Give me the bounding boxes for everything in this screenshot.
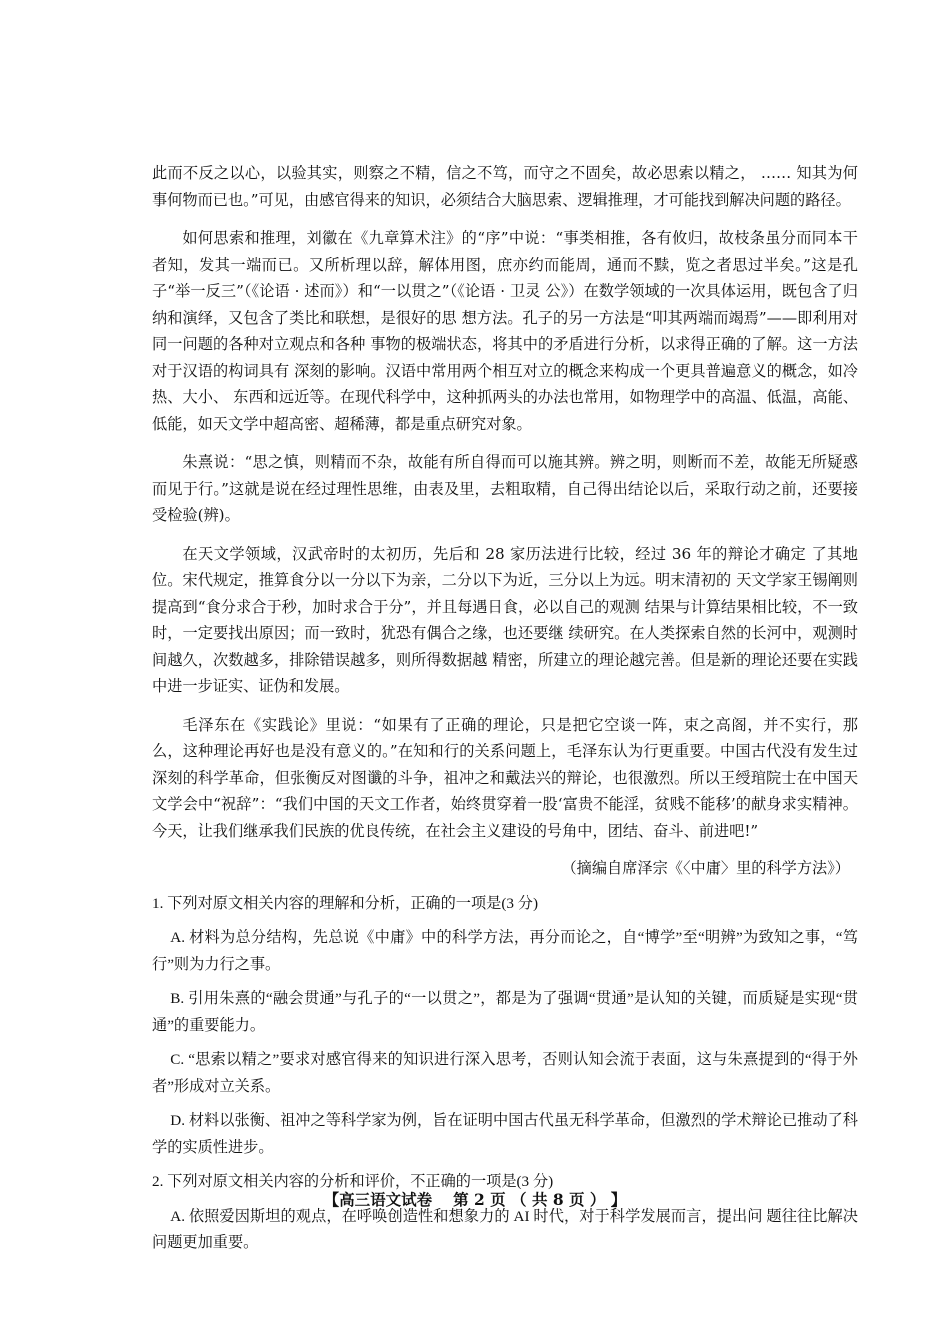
paragraph-4: 在天文学领域，汉武帝时的太初历，先后和 28 家历法进行比较，经过 36 年的辩论才确定 了其地位。宋代规定，推算食分以一分以下为亲，二分以下为近，三分以上为远。明末清初的 天文学家王锡阐则提高到“食分求合于秒，加时求合于分”，并且每遇日食，必以自己的观测 结果与计算结果相比较，不一致时，一定要找出原因；而一致时，犹恐有偶合之缘，也还要继 续研究。在人类探索自然的长河中，观测时间越久，次数越多，排除错误越多，则所得数据越 精密，所建立的理论越完善。但是新的理论还要在实践中进一步证实、证伪和发展。 [152, 544, 858, 695]
question-2-option-a: A. 依照爱因斯坦的观点，在呼唤创造性和想象力的 AI 时代，对于科学发展而言，提出问 题往往比解决问题更加重要。 [152, 1207, 858, 1251]
paragraph-1: 此而不反之以心，以验其实，则察之不精，信之不笃，而守之不固矣，故必思索以精之， …… 知其为何事何物而已也。”可见，由感官得来的知识，必须结合大脑思索、逻辑推理，才可能找到解决问题的路径。 [152, 164, 858, 209]
source-citation: （摘编自席泽宗《〈中庸〉里的科学方法》） [561, 860, 850, 877]
question-1-option-a: A. 材料为总分结构，先总说《中庸》中的科学方法，再分而论之，自“博学”至“明辨”为致知之事，“笃行”则为力行之事。 [152, 929, 858, 973]
page-content [152, 160, 858, 1265]
question-1-option-c: C. “思索以精之”要求对感官得来的知识进行深入思考，否则认知会流于表面，这与朱熹提到的“得于外者”形成对立关系。 [152, 1051, 858, 1095]
question-1-option-d: D. 材料以张衡、祖冲之等科学家为例，旨在证明中国古代虽无科学革命，但激烈的学术辩论已推动了科学的实质性进步。 [152, 1112, 858, 1156]
question-1-option-b: B. 引用朱熹的“融会贯通”与孔子的“一以贯之”，都是为了强调“贯通”是认知的关键，而质疑是实现“贯通”的重要能力。 [152, 990, 858, 1034]
paragraph-3: 朱熹说：“思之慎，则精而不杂，故能有所自得而可以施其辨。辨之明，则断而不差，故能无所疑惑而见于行。”这就是说在经过理性思维，由表及里，去粗取精，自己得出结论以后，采取行动之前，还要接受检验(辨)。 [152, 453, 858, 524]
paragraph-2: 如何思索和推理，刘徽在《九章算术注》的“序”中说：“事类相推，各有攸归，故枝条虽分而同本干者知，发其一端而已。又所析理以辞，解体用图，庶亦约而能周，通而不黩，览之者思过半矣。”这是孔子“举一反三”（《论语 · 述而》）和“一以贯之”（《论语 · 卫灵 公》）在数学领域的一次具体运用，既包含了归纳和演绎，又包含了类比和联想，是很好的思 想方法。孔子的另一方法是“叩其两端而竭焉”——即利用对同一问题的各种对立观点和各种 事物的极端状态，将其中的矛盾进行分析，以求得正确的了解。这一方法对于汉语的构词具有 深刻的影响。汉语中常用两个相互对立的概念来构成一个更具普遍意义的概念，如冷热、大小、 东西和远近等。在现代科学中，这种抓两头的办法也常用，如物理学中的高温、低温，高能、 低能，如天文学中超高密、超稀薄，都是重点研究对象。 [152, 229, 858, 433]
page-footer: 【高三语文试卷 第 2 页 （ 共 8 页 ） 】 [323, 1190, 627, 1209]
question-1-stem: 1. 下列对原文相关内容的理解和分析，正确的一项是(3 分) [152, 894, 539, 912]
paragraph-5: 毛泽东在《实践论》里说：“如果有了正确的理论，只是把它空谈一阵，束之高阁，并不实行，那么，这种理论再好也是没有意义的。”在知和行的关系问题上，毛泽东认为行更重要。中国古代没有发生过深刻的科学革命，但张衡反对图谶的斗争，祖冲之和戴法兴的辩论，也很激烈。所以王绶琯院士在中国天文学会中“祝辞”：“我们中国的天文工作者，始终贯穿着一股‘富贵不能淫，贫贱不能移’的献身求实精神。今天，让我们继承我们民族的优良传统，在社会主义建设的号角中，团结、奋斗、前进吧!” [152, 715, 858, 840]
question-2-stem: 2. 下列对原文相关内容的分析和评价，不正确的一项是(3 分) [152, 1173, 554, 1190]
